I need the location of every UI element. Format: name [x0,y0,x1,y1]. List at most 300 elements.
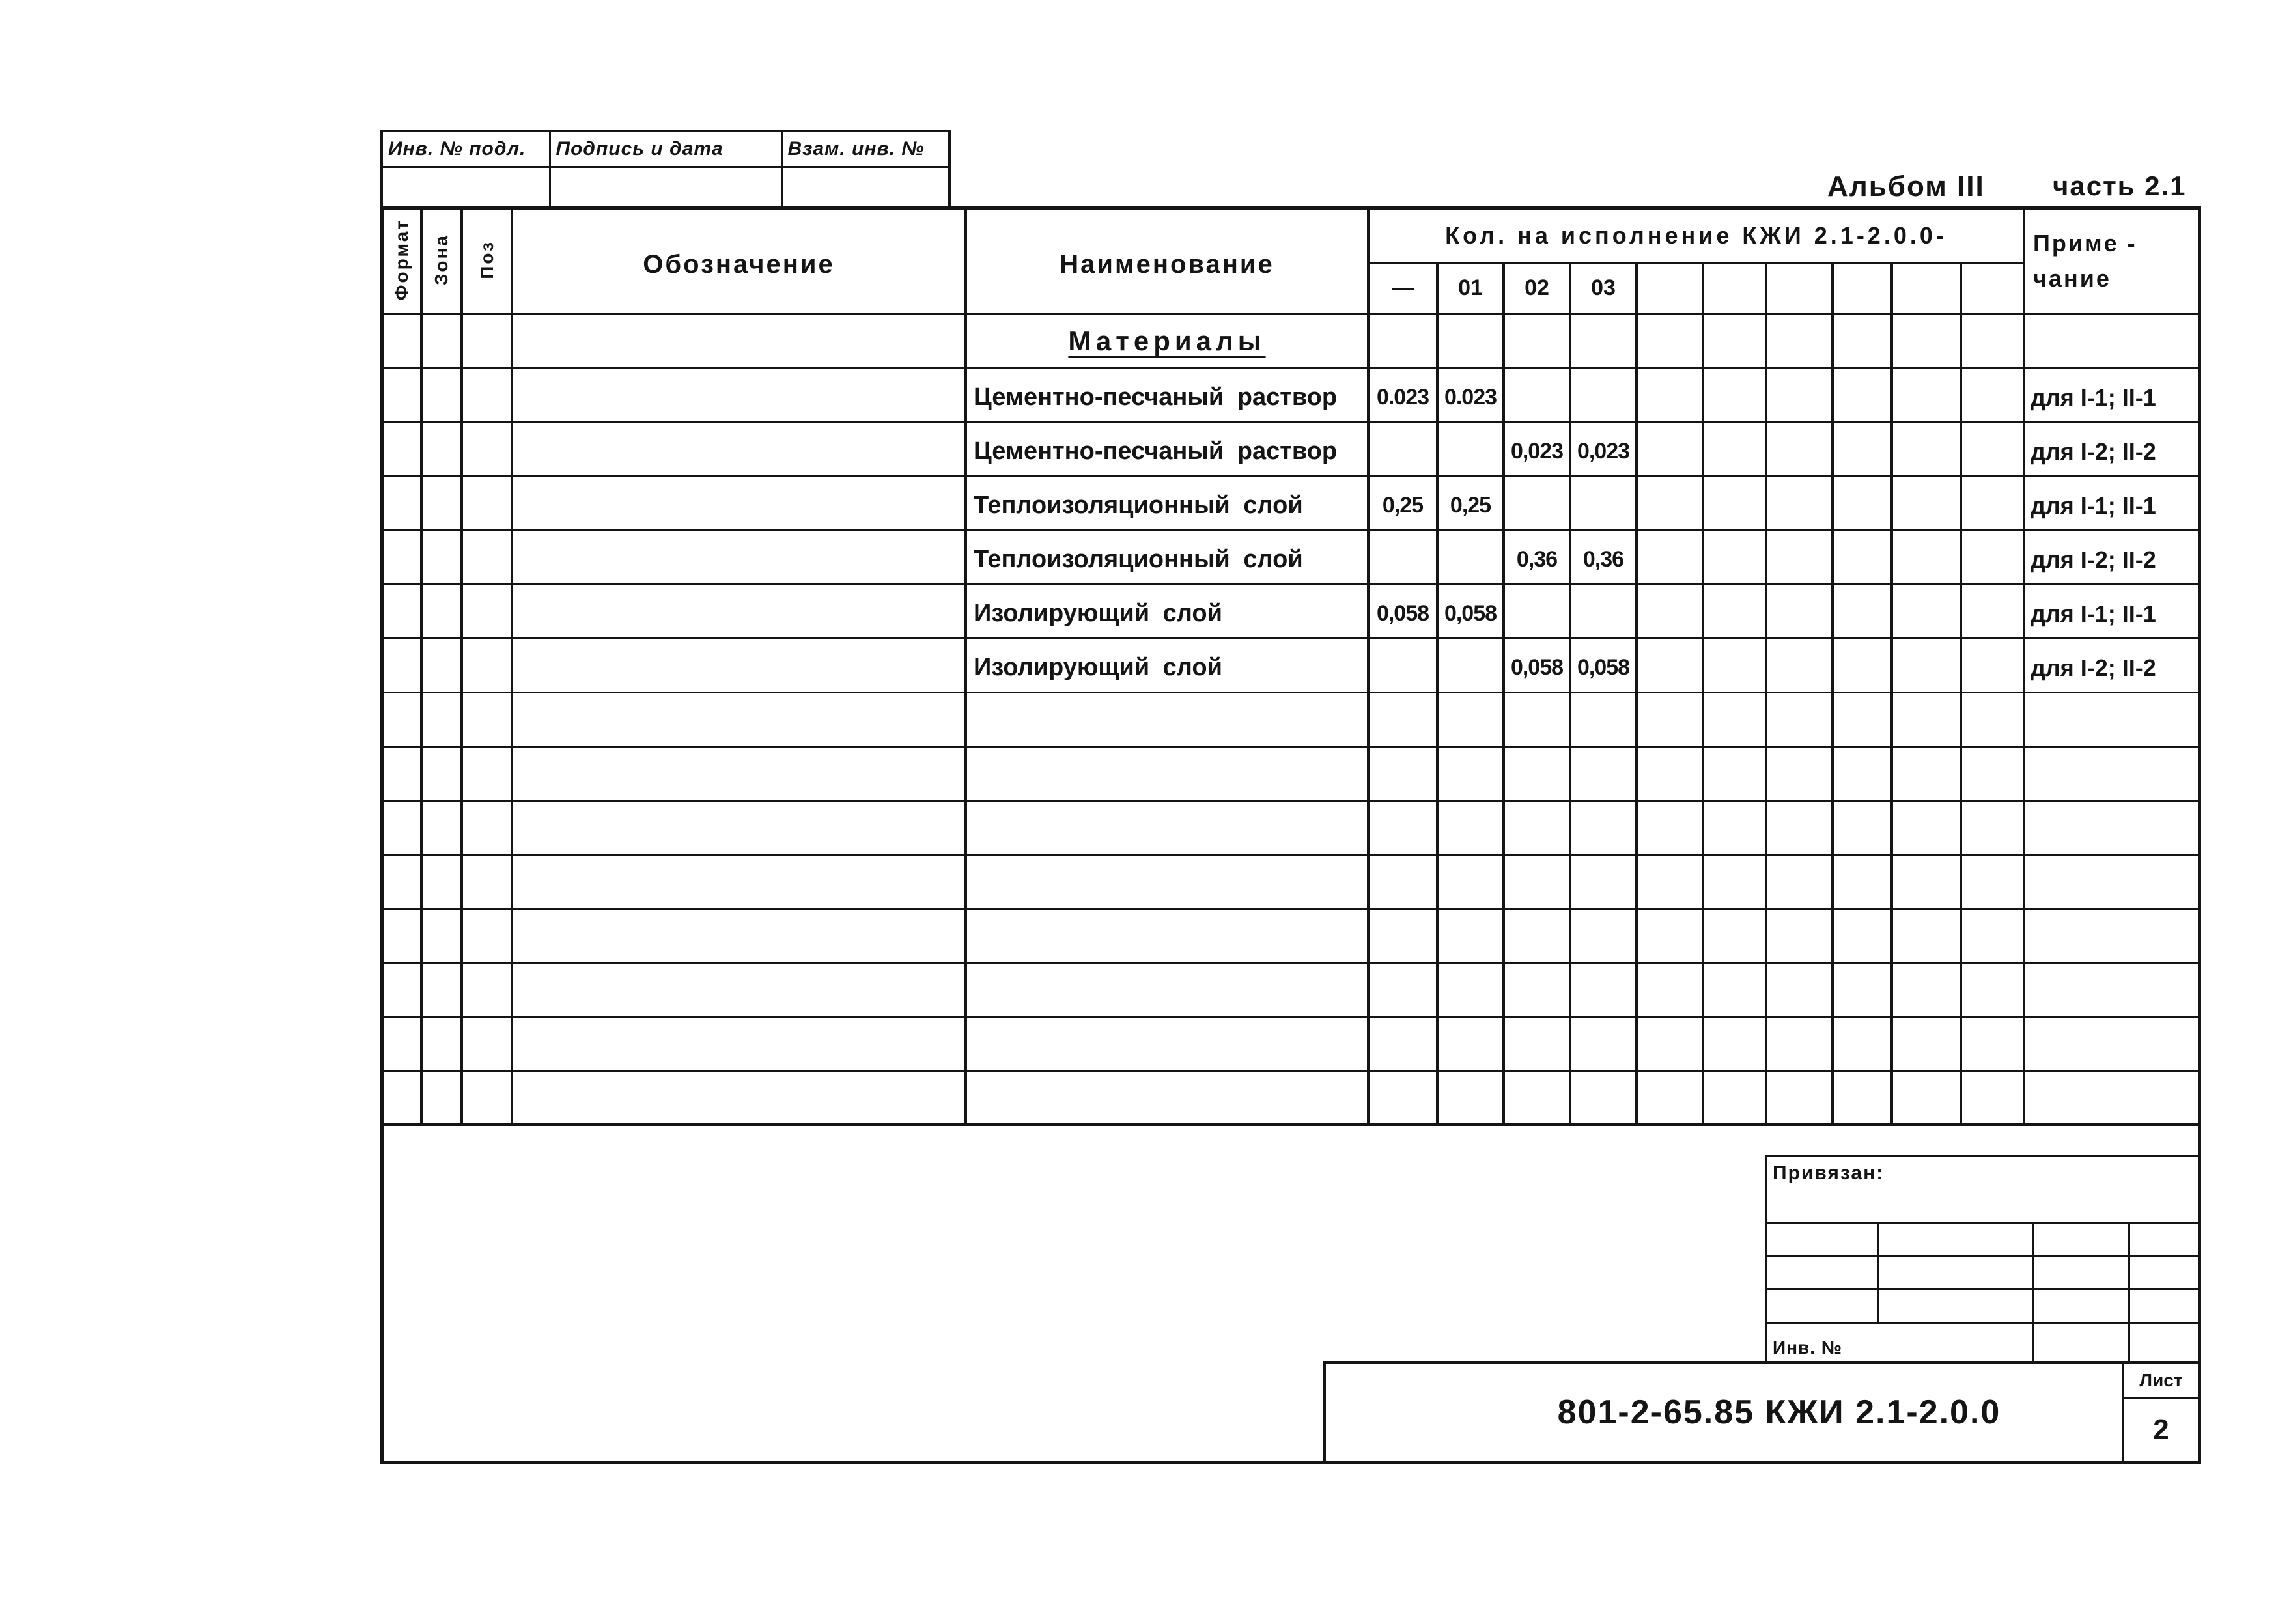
linked-header-row [1766,1156,2199,1222]
quantity-cell [1368,422,1437,476]
zone-cell [421,368,462,422]
item-name [966,1071,1368,1125]
table-row [384,746,2198,800]
quantity-cell [1368,800,1437,854]
quantity-cell [1504,746,1570,800]
quantity-cell [1570,854,1637,908]
quantity-cell [1833,314,1892,368]
zone-cell [421,638,462,692]
quantity-cell [1637,584,1703,638]
variant-header: 02 [1504,262,1570,314]
specification-body [384,314,2198,1125]
table-row [384,800,2198,854]
quantity-cell [1892,854,1961,908]
format-cell [384,908,421,962]
quantity-cell [1961,854,2024,908]
quantity-cell [1637,854,1703,908]
note-cell [2024,314,2198,368]
signature-date-value [550,167,781,208]
quantity-cell [1437,908,1504,962]
note-cell: для I-2; II-2 [2024,422,2198,476]
linked-cell [1766,1256,1878,1289]
quantity-cell [1833,638,1892,692]
note-cell: для I-2; II-2 [2024,530,2198,584]
quantity-cell [1437,314,1504,368]
quantity-cell [1961,530,2024,584]
linked-cell [2033,1289,2129,1323]
quantity-cell [1766,800,1833,854]
quantity-cell [1637,692,1703,746]
quantity-cell [1637,962,1703,1016]
quantity-cell [1637,800,1703,854]
quantity-cell [1437,746,1504,800]
quantity-cell [1437,1071,1504,1125]
quantity-cell [1833,368,1892,422]
quantity-cell [1703,854,1766,908]
designation-cell [512,314,966,368]
item-name: Теплоизоляционный слой [966,476,1368,530]
quantity-cell [1368,746,1437,800]
quantity-cell [1892,422,1961,476]
quantity-cell [1703,1016,1766,1071]
quantity-cell [1892,530,1961,584]
note-cell [2024,692,2198,746]
quantity-cell [1892,1071,1961,1125]
format-cell [384,638,421,692]
quantity-cell [1637,1016,1703,1071]
quantity-cell [1504,854,1570,908]
item-name [966,692,1368,746]
zone-cell [421,530,462,584]
linked-row [1766,1256,2199,1289]
quantity-cell [1766,1071,1833,1125]
format-cell [384,476,421,530]
quantity-cell [1961,908,2024,962]
specification-table [384,210,2198,1126]
name-header: Наименование [966,210,1368,314]
designation-cell [512,854,966,908]
quantity-cell [1961,584,2024,638]
quantity-cell [1703,908,1766,962]
inv-original-label: Инв. № подл. [382,131,550,167]
quantity-cell [1833,584,1892,638]
variant-header: 03 [1570,262,1637,314]
linked-cell [2129,1256,2199,1289]
format-cell [384,368,421,422]
quantity-cell: 0.023 [1437,368,1504,422]
linked-cell [1878,1256,2033,1289]
variant-header [1892,262,1961,314]
note-cell [2024,962,2198,1016]
linked-cell [2129,1222,2199,1256]
variant-header: 01 [1437,262,1504,314]
part-label: часть 2.1 [2053,171,2187,201]
linked-row [1766,1289,2199,1323]
linked-block [1765,1155,2199,1362]
quantity-cell [1833,854,1892,908]
position-cell [462,962,512,1016]
quantity-cell [1570,476,1637,530]
title-block [1323,1361,2198,1461]
quantity-cell [1703,476,1766,530]
designation-cell [512,584,966,638]
format-cell [384,800,421,854]
approval-stamp-header [382,131,949,167]
designation-cell [512,1071,966,1125]
quantity-cell: 0,36 [1570,530,1637,584]
quantity-cell [1437,638,1504,692]
quantity-cell [1504,908,1570,962]
variant-header [1703,262,1766,314]
quantity-cell [1504,962,1570,1016]
linked-cell [1766,1222,1878,1256]
note-cell [2024,854,2198,908]
quantity-cell [1892,962,1961,1016]
quantity-cell [1437,800,1504,854]
item-name [966,908,1368,962]
signature-date-label: Подпись и дата [550,131,781,167]
variant-header [1637,262,1703,314]
linked-inv-row [1766,1323,2199,1362]
linked-cell [1766,1289,1878,1323]
quantity-cell [1833,962,1892,1016]
zone-cell [421,746,462,800]
quantity-cell [1637,746,1703,800]
quantity-cell [1961,962,2024,1016]
quantity-cell [1570,1071,1637,1125]
quantity-cell [1892,584,1961,638]
quantity-cell [1766,746,1833,800]
quantity-cell [1833,1016,1892,1071]
quantity-cell [1637,314,1703,368]
table-row [384,962,2198,1016]
quantity-cell [1892,476,1961,530]
variant-header [1766,262,1833,314]
quantity-cell [1766,584,1833,638]
quantity-cell [1504,476,1570,530]
zone-cell [421,476,462,530]
quantity-cell: 0,25 [1368,476,1437,530]
position-header-label: Поз [476,240,497,279]
item-name: Цементно-песчаный раствор [966,368,1368,422]
linked-cell [2033,1323,2129,1362]
position-cell [462,638,512,692]
table-row [384,638,2198,692]
quantity-cell [1504,1016,1570,1071]
linked-cell [2129,1289,2199,1323]
quantity-cell [1703,638,1766,692]
quantity-cell [1570,584,1637,638]
position-cell [462,314,512,368]
quantity-cell: 0,023 [1570,422,1637,476]
linked-cell [1878,1289,2033,1323]
table-row [384,476,2198,530]
position-cell [462,584,512,638]
quantity-cell [1961,692,2024,746]
replaced-inv-value [781,167,949,208]
quantity-cell [1833,530,1892,584]
quantity-cell [1703,584,1766,638]
quantity-cell [1766,368,1833,422]
quantity-cell [1961,1071,2024,1125]
quantity-cell [1961,1016,2024,1071]
variant-header: — [1368,262,1437,314]
table-row [384,584,2198,638]
quantity-cell [1833,422,1892,476]
quantity-cell [1368,854,1437,908]
quantity-cell [1703,800,1766,854]
zone-header [421,210,462,314]
quantity-cell [1368,1071,1437,1125]
quantity-cell [1703,1071,1766,1125]
quantity-cell [1766,314,1833,368]
note-cell: для I-1; II-1 [2024,584,2198,638]
zone-cell [421,800,462,854]
note-cell: для I-1; II-1 [2024,476,2198,530]
section-row [384,314,2198,368]
quantity-cell [1961,314,2024,368]
quantity-cell: 0.023 [1368,368,1437,422]
quantity-cell [1703,530,1766,584]
quantity-cell [1961,476,2024,530]
quantity-group-header: Кол. на исполнение КЖИ 2.1-2.0.0- [1368,210,2024,262]
quantity-cell [1766,530,1833,584]
quantity-cell [1703,962,1766,1016]
quantity-cell [1368,692,1437,746]
designation-cell [512,800,966,854]
quantity-cell [1570,908,1637,962]
quantity-cell [1833,746,1892,800]
position-cell [462,422,512,476]
table-row [384,1071,2198,1125]
quantity-cell [1570,368,1637,422]
quantity-cell [1766,908,1833,962]
sheet-box [2122,1364,2198,1461]
note-cell [2024,908,2198,962]
quantity-cell [1961,800,2024,854]
quantity-cell [1833,1071,1892,1125]
format-cell [384,584,421,638]
item-name: Изолирующий слой [966,638,1368,692]
format-cell [384,962,421,1016]
designation-cell [512,368,966,422]
note-cell [2024,800,2198,854]
quantity-cell: 0,058 [1437,584,1504,638]
quantity-cell [1703,422,1766,476]
note-cell: для I-2; II-2 [2024,638,2198,692]
quantity-cell [1637,476,1703,530]
quantity-cell [1368,314,1437,368]
quantity-cell [1637,638,1703,692]
quantity-cell [1570,1016,1637,1071]
quantity-cell [1766,638,1833,692]
designation-cell [512,908,966,962]
position-cell [462,800,512,854]
quantity-cell [1504,1071,1570,1125]
designation-cell [512,1016,966,1071]
format-cell [384,530,421,584]
zone-cell [421,584,462,638]
zone-cell [421,1016,462,1071]
quantity-cell [1368,530,1437,584]
designation-cell [512,746,966,800]
quantity-cell [1368,962,1437,1016]
quantity-cell [1437,962,1504,1016]
quantity-cell: 0,058 [1504,638,1570,692]
table-row [384,368,2198,422]
quantity-cell [1892,746,1961,800]
item-name [966,746,1368,800]
designation-cell [512,962,966,1016]
position-header [462,210,512,314]
quantity-cell [1437,692,1504,746]
position-cell [462,692,512,746]
format-cell [384,1071,421,1125]
format-cell [384,692,421,746]
quantity-cell [1892,908,1961,962]
quantity-cell [1368,638,1437,692]
quantity-cell [1961,638,2024,692]
inv-original-value [382,167,550,208]
quantity-cell [1504,692,1570,746]
format-header [384,210,421,314]
format-cell [384,314,421,368]
zone-cell [421,962,462,1016]
designation-cell [512,530,966,584]
item-name [966,854,1368,908]
quantity-cell: 0,25 [1437,476,1504,530]
approval-stamp-values [382,167,949,208]
designation-header: Обозначение [512,210,966,314]
position-cell [462,908,512,962]
position-cell [462,1071,512,1125]
linked-cell [2033,1222,2129,1256]
quantity-cell [1504,800,1570,854]
table-row [384,422,2198,476]
quantity-cell: 0,058 [1570,638,1637,692]
designation-cell [512,422,966,476]
table-row [384,854,2198,908]
quantity-cell [1766,1016,1833,1071]
quantity-cell [1766,962,1833,1016]
item-name [966,962,1368,1016]
table-header-row [384,210,2198,262]
quantity-cell [1637,1071,1703,1125]
position-cell [462,476,512,530]
item-name [966,1016,1368,1071]
designation-cell [512,692,966,746]
zone-cell [421,908,462,962]
quantity-cell [1833,692,1892,746]
quantity-cell [1892,1016,1961,1071]
linked-cell [2033,1256,2129,1289]
document-code: 801-2-65.85 КЖИ 2.1-2.0.0 [1557,1393,2001,1431]
format-header-label: Формат [391,219,412,301]
quantity-cell [1570,746,1637,800]
quantity-cell [1892,368,1961,422]
note-header-line1: Приме - [2033,230,2137,257]
linked-inv-label: Инв. № [1766,1323,2033,1362]
quantity-cell: 0,36 [1504,530,1570,584]
zone-cell [421,1071,462,1125]
linked-cell [2129,1323,2199,1362]
quantity-cell [1437,422,1504,476]
quantity-cell [1961,422,2024,476]
quantity-cell [1833,908,1892,962]
position-cell [462,746,512,800]
variant-header [1961,262,2024,314]
quantity-cell [1766,476,1833,530]
table-row [384,908,2198,962]
quantity-cell: 0,023 [1504,422,1570,476]
replaced-inv-label: Взам. инв. № [781,131,949,167]
quantity-cell [1892,800,1961,854]
variant-header [1833,262,1892,314]
quantity-cell [1766,422,1833,476]
approval-stamp [380,130,951,210]
designation-cell [512,638,966,692]
quantity-cell [1637,368,1703,422]
quantity-cell: 0,058 [1368,584,1437,638]
designation-cell [512,476,966,530]
linked-row [1766,1222,2199,1256]
position-cell [462,854,512,908]
quantity-cell [1703,692,1766,746]
note-header-line2: чание [2033,265,2111,292]
quantity-cell [1637,530,1703,584]
quantity-cell [1368,1016,1437,1071]
quantity-cell [1766,854,1833,908]
sheet-label: Лист [2124,1364,2198,1399]
section-heading: Материалы [966,314,1368,368]
table-row [384,1016,2198,1071]
note-cell [2024,746,2198,800]
quantity-cell [1703,746,1766,800]
quantity-cell [1570,692,1637,746]
quantity-cell [1703,314,1766,368]
note-cell [2024,1016,2198,1071]
zone-cell [421,692,462,746]
linked-label: Привязан: [1766,1156,2199,1222]
quantity-cell [1437,854,1504,908]
quantity-cell [1504,368,1570,422]
quantity-cell [1637,422,1703,476]
quantity-cell [1368,908,1437,962]
quantity-cell [1437,530,1504,584]
quantity-cell [1703,368,1766,422]
item-name: Изолирующий слой [966,584,1368,638]
quantity-cell [1892,692,1961,746]
zone-header-label: Зона [431,234,451,286]
quantity-cell [1570,800,1637,854]
quantity-cell [1570,962,1637,1016]
album-label: Альбом III [1827,171,1985,203]
item-name: Теплоизоляционный слой [966,530,1368,584]
zone-cell [421,314,462,368]
quantity-cell [1961,368,2024,422]
linked-cell [1878,1222,2033,1256]
quantity-cell [1833,476,1892,530]
format-cell [384,854,421,908]
table-row [384,530,2198,584]
quantity-cell [1437,1016,1504,1071]
position-cell [462,1016,512,1071]
note-cell: для I-1; II-1 [2024,368,2198,422]
zone-cell [421,854,462,908]
sheet-frame [380,206,2201,1464]
table-row [384,692,2198,746]
format-cell [384,746,421,800]
